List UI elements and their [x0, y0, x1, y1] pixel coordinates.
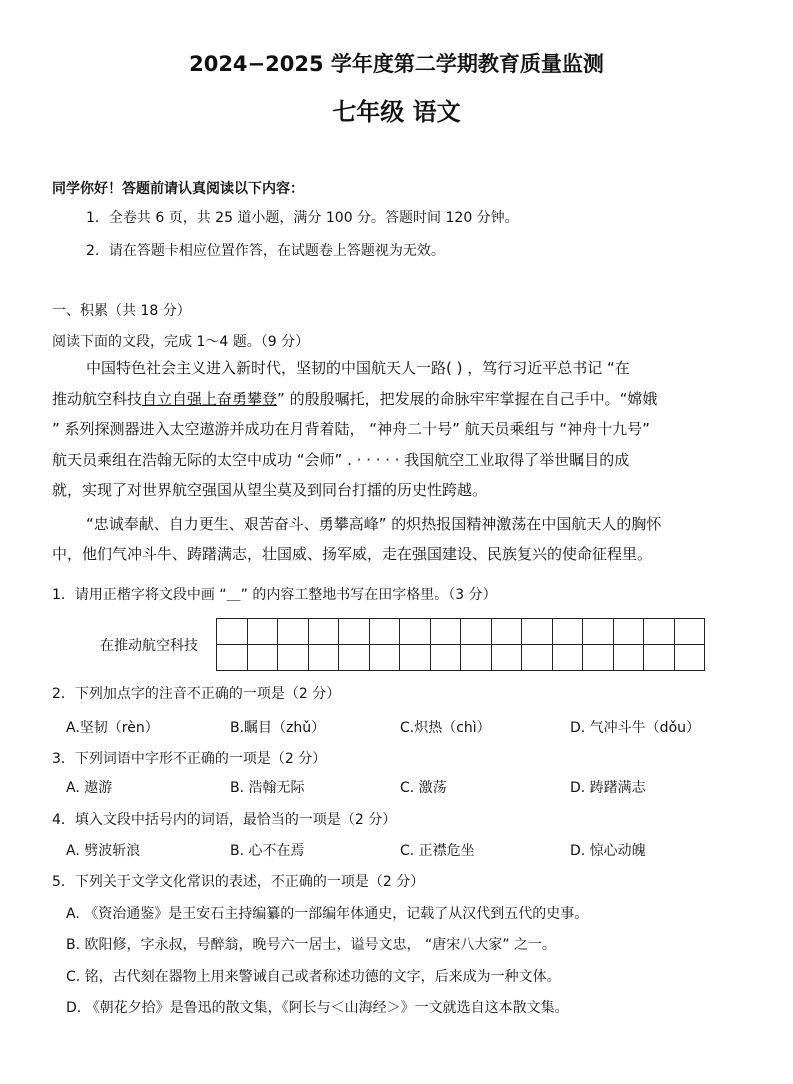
option-a[interactable]: A.坚韧（rèn） — [66, 720, 159, 736]
exam-title: 2024−2025 学年度第二学期教育质量监测 — [189, 52, 604, 76]
exam-subtitle: 七年级 语文 — [332, 98, 461, 126]
option-c[interactable]: C. 激荡 — [400, 780, 447, 796]
writing-grid[interactable] — [216, 618, 705, 671]
option-a[interactable]: A. 遨游 — [66, 780, 113, 796]
section-title: 一、积累（共 18 分） — [52, 303, 191, 319]
passage-line: 就，实现了对世界航空强国从望尘莫及到同台打擂的历史性跨越。 — [52, 481, 488, 499]
underlined-phrase: 自立自强上奋勇攀登 — [142, 390, 278, 408]
option-d[interactable]: D. 踌躇满志 — [570, 780, 646, 796]
option-c[interactable]: C. 铭，古代刻在器物上用来警诫自己或者称述功德的文字，后来成为一种文体。 — [66, 969, 561, 985]
passage-line: 推动航空科技自立自强上奋勇攀登” 的殷殷嘱托，把发展的命脉牢牢掌握在自己手中。“嫦娥 — [52, 390, 658, 408]
instructions-heading: 同学你好！答题前请认真阅读以下内容： — [52, 181, 304, 197]
question-1-stem: 1．请用正楷字将文段中画 “＿” 的内容工整地书写在田字格里。（3 分） — [52, 587, 497, 603]
option-b[interactable]: B. 心不在焉 — [230, 843, 305, 859]
passage-line: 中，他们气冲斗牛、踌躇满志，壮国威、扬军威，走在强国建设、民族复兴的使命征程里。 — [52, 545, 653, 563]
passage-line: “忠诚奉献、自力更生、艰苦奋斗、勇攀高峰” 的炽热报国精神激荡在中国航天人的胸怀 — [86, 515, 662, 533]
option-b[interactable]: B. 浩翰无际 — [230, 780, 305, 796]
passage-line: ” 系列探测器进入太空遨游并成功在月背着陆， “神舟二十号” 航天员乘组与 “神舟十九号” — [52, 420, 650, 438]
option-c[interactable]: C. 正襟危坐 — [400, 843, 475, 859]
option-b[interactable]: B.瞩目（zhǔ） — [230, 720, 326, 736]
instruction-item: 1．全卷共 6 页，共 25 道小题，满分 100 分。答题时间 120 分钟。 — [86, 210, 519, 226]
grid-label: 在推动航空科技 — [100, 638, 198, 654]
section-intro: 阅读下面的文段，完成 1～4 题。（9 分） — [52, 334, 310, 350]
question-2-stem: 2．下列加点字的注音不正确的一项是（2 分） — [52, 686, 341, 702]
option-a[interactable]: A. 劈波斩浪 — [66, 843, 141, 859]
option-d[interactable]: D. 惊心动魄 — [570, 843, 646, 859]
option-d[interactable]: D. 《朝花夕拾》是鲁迅的散文集，《阿长与＜山海经＞》一文就选自这本散文集。 — [66, 1000, 569, 1016]
instruction-item: 2．请在答题卡相应位置作答，在试题卷上答题视为无效。 — [86, 243, 445, 259]
passage-line: 中国特色社会主义进入新时代，坚韧的中国航天人一路( ) ，笃行习近平总书记 “在 — [86, 359, 630, 377]
question-3-stem: 3．下列词语中字形不正确的一项是（2 分） — [52, 751, 327, 767]
question-4-stem: 4．填入文段中括号内的词语，最恰当的一项是（2 分） — [52, 812, 397, 828]
option-d[interactable]: D. 气冲斗牛（dǒu） — [570, 720, 701, 736]
option-b[interactable]: B. 欧阳修，字永叔，号醉翁，晚号六一居士，谥号文忠， “唐宋八大家” 之一。 — [66, 937, 556, 953]
option-a[interactable]: A. 《资治通鉴》是王安石主持编纂的一部编年体通史，记载了从汉代到五代的史事。 — [66, 906, 589, 922]
option-c[interactable]: C.炽热（chì） — [400, 720, 491, 736]
passage-line: 航天员乘组在浩翰无际的太空中成功 “会师” . · · · · · 我国航空工业取得了举世瞩目的成 — [52, 451, 630, 469]
question-5-stem: 5．下列关于文学文化常识的表述，不正确的一项是（2 分） — [52, 874, 425, 890]
